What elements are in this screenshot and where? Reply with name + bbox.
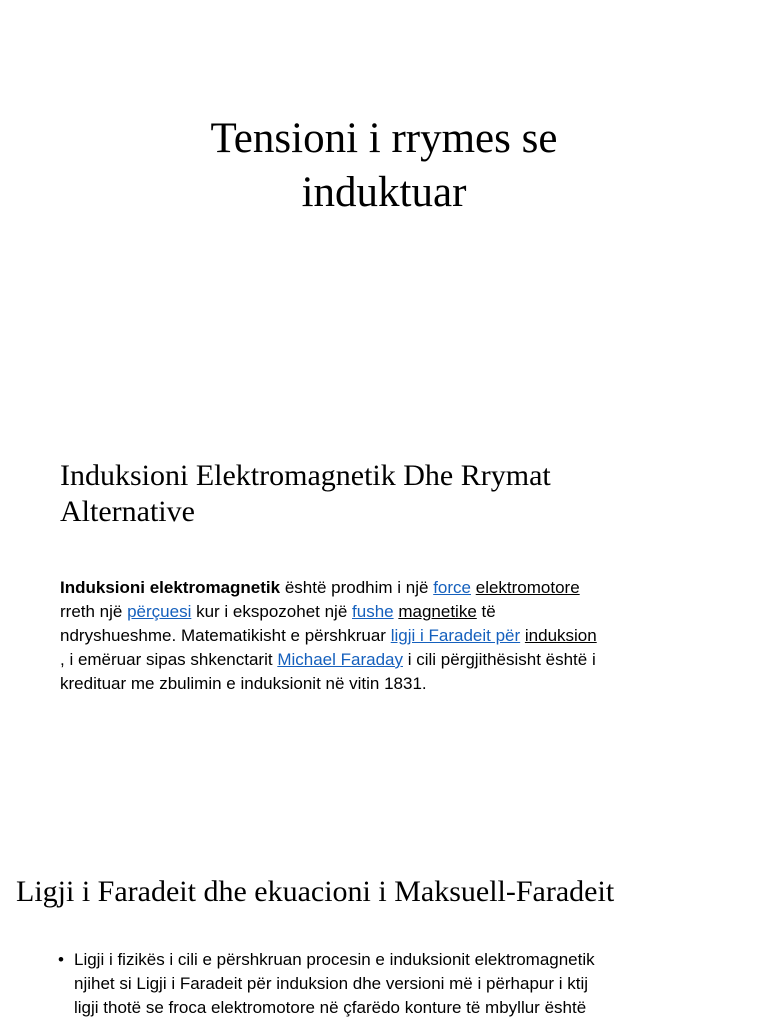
link-percuesi[interactable]: përçuesi	[127, 602, 192, 621]
link-ligji-i-faradeit[interactable]: ligji i Faradeit për	[390, 626, 521, 645]
bullet-line-2: njihet si Ligji i Faradeit për induksion dhe versioni më i përhapur i ktij	[74, 974, 589, 993]
slide-3	[0, 856, 768, 1024]
paragraph-line-3	[60, 624, 720, 648]
paragraph-text: i cili përgjithësisht është i	[402, 650, 596, 669]
bullet-line-3: ligji thotë se froca elektromotore në çfarëdo konture të mbyllur është	[74, 998, 587, 1017]
bullet-line-1: Ligji i fizikës i cili e përshkruan procesin e induksionit elektromagnetik	[74, 950, 595, 969]
bullet-text	[74, 948, 738, 1020]
slide-2	[0, 430, 768, 850]
slide-1-title-line-1: Tensioni i rrymes se	[210, 115, 558, 162]
bold-term: Induksioni elektromagnetik	[60, 578, 281, 597]
slide-3-title: Ligji i Faradeit dhe ekuacioni i Maksuell-Faradeit	[16, 875, 615, 908]
link-michael-faraday[interactable]: Michael Faraday	[277, 650, 403, 669]
paragraph-line-1	[60, 576, 720, 600]
slide-2-title	[60, 458, 700, 530]
paragraph-line-5: kredituar me zbulimin e induksionit në vitin 1831.	[60, 674, 427, 693]
underlined-induksion: induksion	[524, 626, 597, 645]
paragraph-line-2	[60, 600, 720, 624]
bullet-marker: •	[58, 950, 64, 969]
slide-2-paragraph	[60, 576, 720, 696]
paragraph-text: kur i ekspozohet një	[191, 602, 353, 621]
slide-2-title-line-1: Induksioni Elektromagnetik Dhe Rrymat	[60, 459, 551, 492]
paragraph-text: ndryshueshme. Matematikisht e përshkruar	[60, 626, 391, 645]
paragraph-text: është prodhim i një	[280, 578, 434, 597]
slide-2-title-line-2: Alternative	[60, 495, 195, 528]
underlined-magnetike: magnetike	[398, 602, 477, 621]
slide-1-title	[0, 112, 768, 220]
link-force[interactable]: force	[433, 578, 471, 597]
slide-1-title-line-2: induktuar	[301, 169, 467, 216]
bullet-item	[58, 948, 738, 1020]
paragraph-text: rreth një	[60, 602, 128, 621]
paragraph-text: , i emëruar sipas shkenctarit	[60, 650, 278, 669]
paragraph-line-4	[60, 648, 720, 672]
slide-1	[0, 0, 768, 420]
link-fushe[interactable]: fushe	[352, 602, 394, 621]
paragraph-text: të	[476, 602, 496, 621]
underlined-elektromotore: elektromotore	[475, 578, 580, 597]
